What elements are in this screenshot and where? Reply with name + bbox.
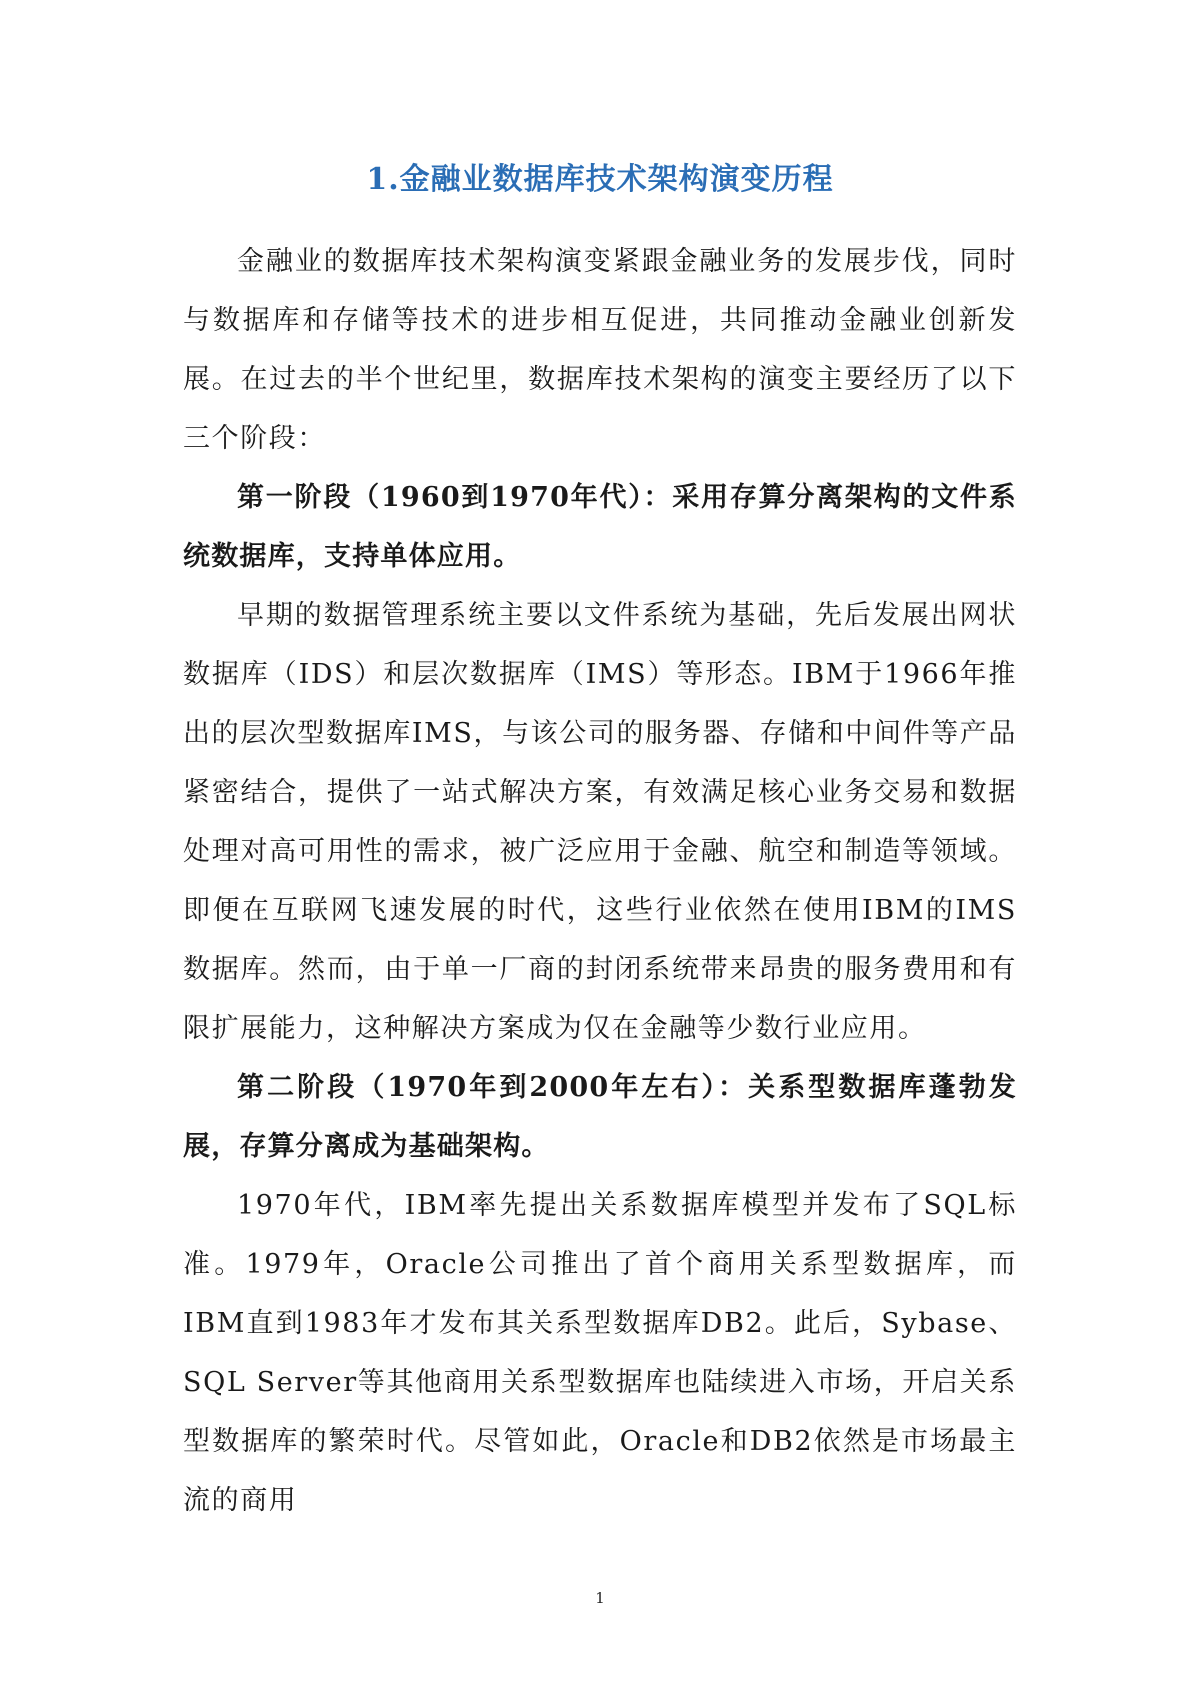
- stage-two-heading: 第二阶段（1970年到2000年左右）：关系型数据库蓬勃发展，存算分离成为基础架构。: [183, 1072, 1017, 1162]
- page-number: 1: [595, 1589, 605, 1607]
- stage-two-paragraph: 1970年代，IBM率先提出关系数据库模型并发布了SQL标准。1979年，Oracle公司推出了首个商用关系型数据库，而IBM直到1983年才发布其关系型数据库DB2。此后，Sybase、SQL Server等其他商用关系型数据库也陆续进入市场，开启关系型数据库的繁荣时代。尽管如此，Oracle和DB2依然是市场最主流的商用: [183, 1190, 1017, 1516]
- section-title: 1.金融业数据库技术架构演变历程: [366, 162, 834, 197]
- stage-one-paragraph: 早期的数据管理系统主要以文件系统为基础，先后发展出网状数据库（IDS）和层次数据库（IMS）等形态。IBM于1966年推出的层次型数据库IMS，与该公司的服务器、存储和中间件等产品紧密结合，提供了一站式解决方案，有效满足核心业务交易和数据处理对高可用性的需求，被广泛应用于金融、航空和制造等领域。即便在互联网飞速发展的时代，这些行业依然在使用IBM的IMS数据库。然而，由于单一厂商的封闭系统带来昂贵的服务费用和有限扩展能力，这种解决方案成为仅在金融等少数行业应用。: [183, 600, 1017, 1044]
- stage-one-heading: 第一阶段（1960到1970年代）：采用存算分离架构的文件系统数据库，支持单体应用。: [183, 482, 1017, 572]
- intro-paragraph: 金融业的数据库技术架构演变紧跟金融业务的发展步伐，同时与数据库和存储等技术的进步相互促进，共同推动金融业创新发展。在过去的半个世纪里，数据库技术架构的演变主要经历了以下三个阶段：: [183, 246, 1017, 454]
- document-body: [183, 150, 1017, 1530]
